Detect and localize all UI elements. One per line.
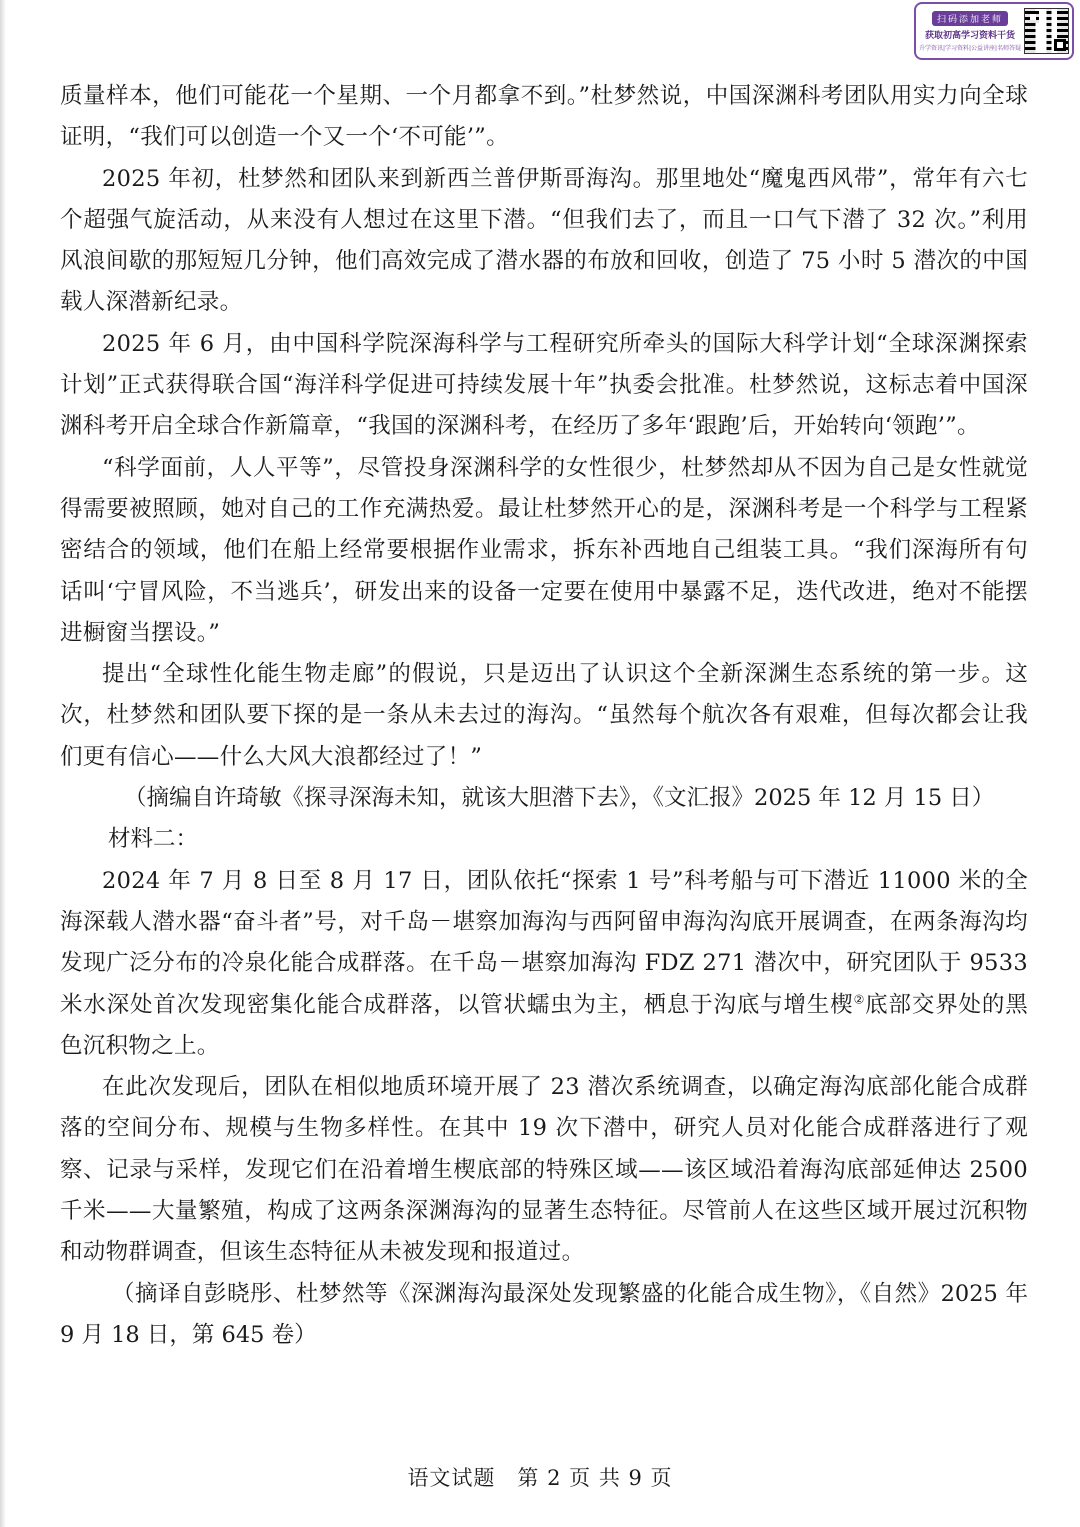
badge-tagline: 升学资讯|学习资料|公益讲座|名师答疑 (919, 44, 1022, 52)
paragraph-puysegur-trench: 2025 年初，杜梦然和团队来到新西兰普伊斯哥海沟。那里地处“魔鬼西风带”，常年有六七个超强气旋活动，从来没有人想过在这里下潜。“但我们去了，而且一口气下潜了 32 次。”利用风浪间歇的那短短几分钟，他们高效完成了潜水器的布放和回收，创造了 75 小时 5 潜次的中国载人深潜新纪录。 (60, 165, 1028, 316)
badge-title: 扫码添加老师 (932, 11, 1008, 26)
qr-promo-badge[interactable] (914, 2, 1074, 60)
footnote-marker: ② (853, 992, 866, 1007)
paragraph-chemosynthetic-corridor: 提出“全球性化能生物走廊”的假说，只是迈出了认识这个全新深渊生态系统的第一步。这次，杜梦然和团队要下探的是一条从未去过的海沟。“虽然每个航次各有艰难，但每次都会让我们更有信心——什么大风大浪都经过了！” (60, 661, 1028, 770)
document-body (60, 76, 1028, 1356)
paragraph-continuation: 质量样本，他们可能花一个星期、一个月都拿不到。”杜梦然说，中国深渊科考团队用实力向全球证明，“我们可以创造一个又一个‘不可能’”。 (60, 83, 1028, 151)
material-two-paragraph-2: 在此次发现后，团队在相似地质环境开展了 23 潜次系统调查，以确定海沟底部化能合成群落的空间分布、规模与生物多样性。在其中 19 次下潜中，研究人员对化能合成群落进行了观察、记录与采样，发现它们在沿着增生楔底部的特殊区域——该区域沿着海沟底部延伸达 2500 千米——大量繁殖，构成了这两条深渊海沟的显著生态特征。尽管前人在这些区域开展过沉积物和动物群调查，但该生态特征从未被发现和报道过。 (60, 1074, 1028, 1266)
page-edge-shadow (0, 0, 6, 1527)
source-citation-1: （摘编自许琦敏《探寻深海未知，就该大胆潜下去》，《文汇报》2025 年 12 月 15 日） (124, 785, 995, 812)
material-two-p1-tail: 底部交界处的黑色沉积物之上。 (60, 991, 1029, 1059)
paragraph-science-equality: “科学面前，人人平等”，尽管投身深渊科学的女性很少，杜梦然却从不因为自己是女性就觉得需要被照顾，她对自己的工作充满热爱。最让杜梦然开心的是，深渊科考是一个科学与工程紧密结合的领域，他们在船上经常要根据作业需求，拆东补西地自己组装工具。“我们深海所有句话叫‘宁冒风险，不当逃兵’，研发出来的设备一定要在使用中暴露不足，迭代改进，绝对不能摆进橱窗当摆设。” (60, 454, 1028, 646)
material-two-paragraph-1 (60, 861, 1028, 1067)
badge-subtitle: 获取初高学习资料干货 (925, 30, 1016, 41)
material-two-label: 材料二： (108, 826, 199, 853)
badge-text-group (919, 11, 1021, 52)
page-footer: 语文试题 第 2 页 共 9 页 (407, 1466, 673, 1490)
qr-code-icon[interactable] (1024, 8, 1069, 54)
material-two-p1-text: 2024 年 7 月 8 日至 8 月 17 日，团队依托“探索 1 号”科考船与可下潜近 11000 米的全海深载人潜水器“奋斗者”号，对千岛－堪察加海沟与西阿留申海沟沟底开展调查，在两条海沟均发现广泛分布的冷泉化能合成群落。在千岛－堪察加海沟 FDZ 271 潜次中，研究团队于 9533 米水深处首次发现密集化能合成群落，以管状蠕虫为主，栖息于沟底与增生楔 (60, 867, 1028, 1018)
source-citation-2: （摘译自彭晓彤、杜梦然等《深渊海沟最深处发现繁盛的化能合成生物》，《自然》2025 年 9 月 18 日，第 645 卷） (60, 1280, 1028, 1348)
paragraph-global-hadal-program: 2025 年 6 月，由中国科学院深海科学与工程研究所牵头的国际大科学计划“全球深渊探索计划”正式获得联合国“海洋科学促进可持续发展十年”执委会批准。杜梦然说，这标志着中国深渊科考开启全球合作新篇章，“我国的深渊科考，在经历了多年‘跟跑’后，开始转向‘领跑’”。 (60, 330, 1028, 440)
